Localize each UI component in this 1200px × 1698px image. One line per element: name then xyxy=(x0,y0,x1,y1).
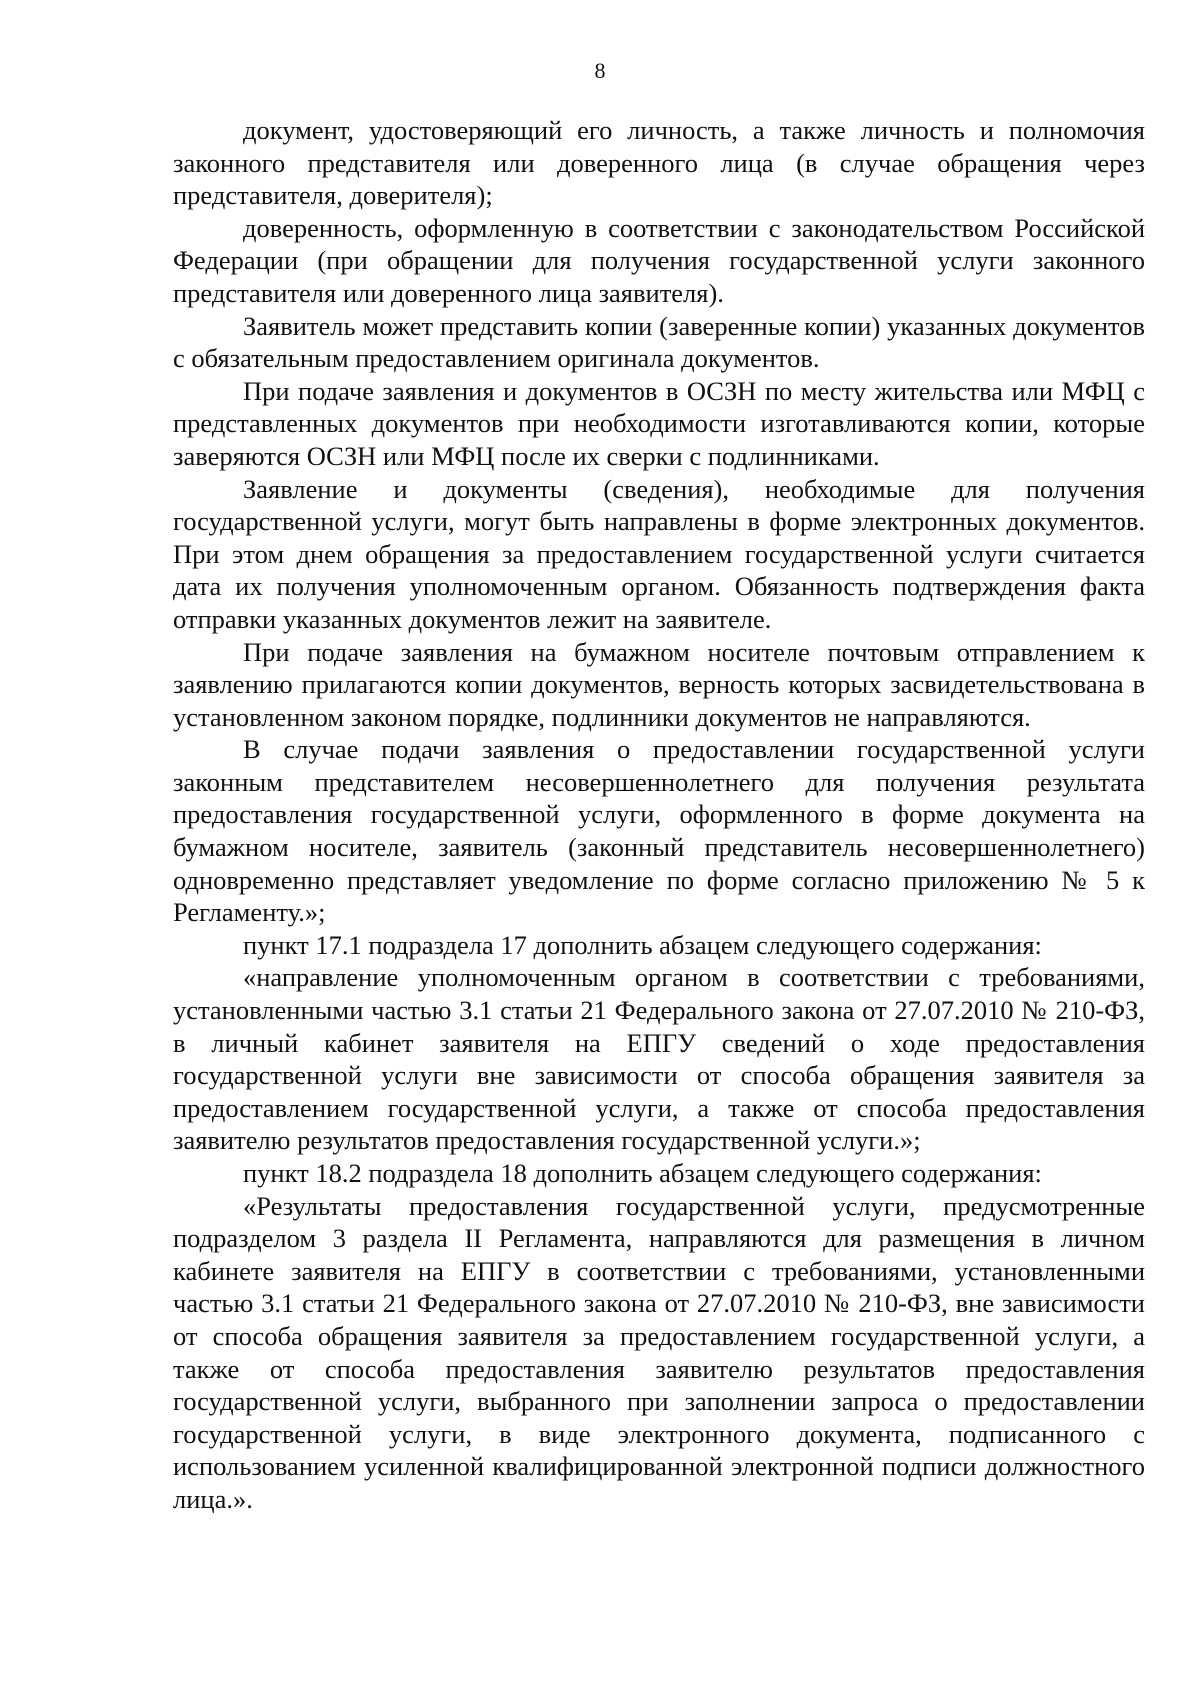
paragraph-amendment-17-1-text: «направление уполномоченным органом в соответствии с требованиями, установленными частью 3.1 статьи 21 Федерального закона от 27.07.2010 № 210-ФЗ, в личный кабинет заявителя на ЕПГУ сведений о ходе предоставления государственной услуги вне зависимости от способа обращения заявителя за предоставлением государственной услуги, а также от способа предоставления заявителю результатов предоставления государственной услуги.»; xyxy=(173,962,1145,1156)
paragraph-document-copies: Заявитель может представить копии (заверенные копии) указанных документов с обязательным предоставлением оригинала документов. xyxy=(173,310,1145,374)
document-body xyxy=(173,114,1145,1516)
paragraph-amendment-18-2-text: «Результаты предоставления государственной услуги, предусмотренные подразделом 3 раздела II Регламента, направляются для размещения в личном кабинете заявителя на ЕПГУ в соответствии с требованиями, установленными частью 3.1 статьи 21 Федерального закона от 27.07.2010 № 210-ФЗ, вне зависимости от способа обращения заявителя за предоставлением государственной услуги, а также от способа предоставления заявителю результатов предоставления государственной услуги, выбранного при заполнении запроса о предоставлении государственной услуги, в виде электронного документа, подписанного с использованием усиленной квалифицированной электронной подписи должностного лица.». xyxy=(173,1190,1145,1514)
paragraph-power-of-attorney: доверенность, оформленную в соответствии с законодательством Российской Федерации (при обращении для получения государственной услуги законного представителя или доверенного лица заявителя). xyxy=(173,212,1145,308)
paragraph-identity-document: документ, удостоверяющий его личность, а также личность и полномочия законного представителя или доверенного лица (в случае обращения через представителя, доверителя); xyxy=(173,115,1145,211)
paragraph-amendment-17-1: пункт 17.1 подраздела 17 дополнить абзацем следующего содержания: xyxy=(243,929,1042,960)
page-number: 8 xyxy=(594,58,606,83)
paragraph-postal-submission: При подаче заявления на бумажном носителе почтовым отправлением к заявлению прилагаются копии документов, верность которых засвидетельствована в установленном законом порядке, подлинники документов не направляются. xyxy=(173,636,1145,732)
paragraph-submission-oszn-mfc: При подаче заявления и документов в ОСЗН по месту жительства или МФЦ с представленных документов при необходимости изготавливаются копии, которые заверяются ОСЗН или МФЦ после их сверки с подлинниками. xyxy=(173,375,1145,471)
paragraph-amendment-18-2: пункт 18.2 подраздела 18 дополнить абзацем следующего содержания: xyxy=(243,1158,1042,1188)
paragraph-electronic-documents: Заявление и документы (сведения), необходимые для получения государственной услуги, могут быть направлены в форме электронных документов. При этом днем обращения за предоставлением государственной услуги считается дата их получения уполномоченным органом. Обязанность подтверждения факта отправки указанных документов лежит на заявителе. xyxy=(173,473,1145,634)
paragraph-minor-representative: В случае подачи заявления о предоставлении государственной услуги законным представителем несовершеннолетнего для получения результата предоставления государственной услуги, оформленного в форме документа на бумажном носителе, заявитель (законный представитель несовершеннолетнего) одновременно представляет уведомление по форме согласно приложению № 5 к Регламенту.»; xyxy=(173,734,1145,928)
